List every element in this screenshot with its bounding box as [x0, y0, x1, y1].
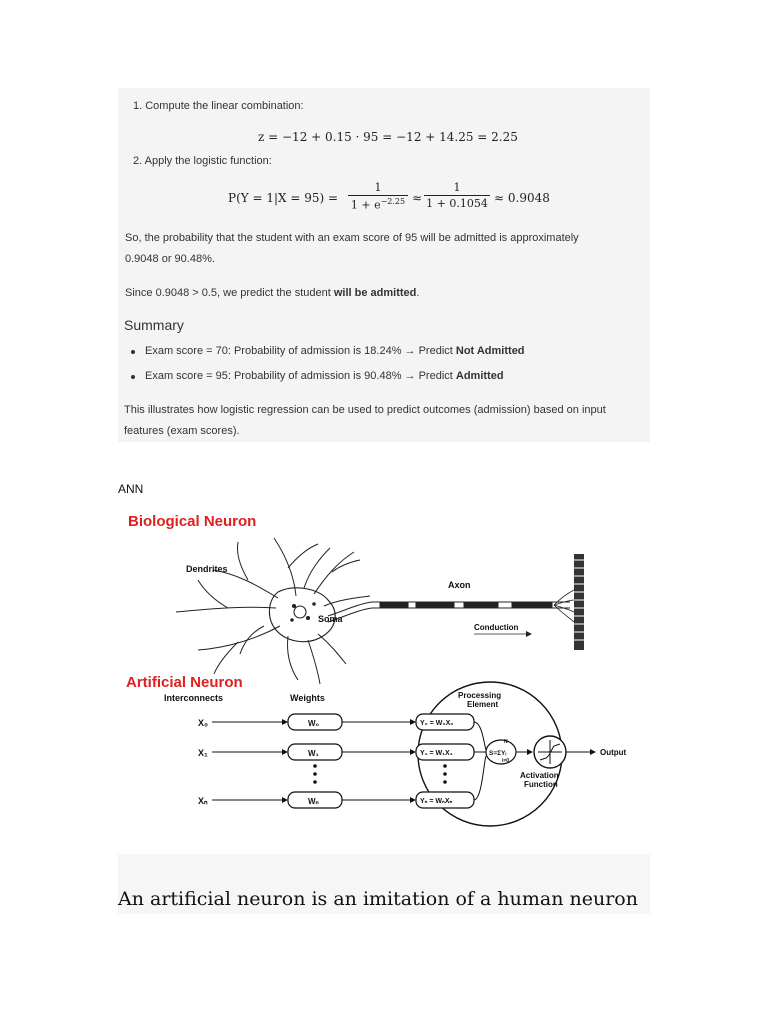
figure-caption: An artificial neuron is an imitation of a human neuron	[118, 888, 638, 910]
approx-sign: ≈	[412, 191, 423, 205]
fraction-1-num: 1	[348, 181, 408, 196]
soma-label: Soma	[318, 614, 343, 624]
equation-lhs: P(Y = 1|X = 95) =	[228, 191, 339, 205]
neuron-figure	[118, 508, 650, 914]
summary-item-95-bold: Admitted	[455, 370, 504, 382]
bullet-dot	[131, 350, 135, 354]
weight-wn-label: Wₙ	[308, 797, 319, 806]
input-x0-label: X₀	[198, 718, 209, 728]
conduction-label: Conduction	[474, 623, 519, 632]
prediction-post: .	[416, 287, 420, 299]
prediction-pre: Since 0.9048 > 0.5, we predict the student	[125, 287, 334, 299]
summary-item-95	[145, 370, 504, 382]
summary-item-70-bold: Not Admitted	[455, 345, 525, 357]
conclusion-line-1: So, the probability that the student with an exam score of 95 will be admitted is approximately	[125, 232, 579, 244]
ann-label: ANN	[118, 482, 144, 496]
weight-w0-label: W₀	[308, 719, 320, 728]
fraction-2	[424, 181, 490, 210]
fraction-1-den	[348, 196, 408, 212]
product-yn-label: Yₙ = WₙXₙ	[420, 798, 453, 805]
products-ellipsis	[443, 764, 447, 784]
prediction-bold: will be admitted	[333, 287, 417, 299]
sum-lower-limit: i=0	[502, 758, 510, 764]
equation-linear: z = −12 + 0.15 · 95 = −12 + 14.25 = 2.25	[258, 130, 518, 144]
weight-w1-label: W₁	[308, 749, 319, 758]
equation-result: ≈ 0.9048	[494, 191, 550, 205]
fraction-2-num: 1	[424, 181, 490, 196]
summary-item-70-mid: : Probability of admission is 18.24% → Predict	[227, 345, 456, 357]
input-arrowheads	[282, 719, 416, 803]
fraction-1-den-base: 1 + e	[350, 198, 381, 212]
fraction-1	[348, 181, 408, 212]
bio-title: Biological Neuron	[128, 513, 257, 530]
element-label: Element	[467, 700, 499, 709]
weights-label: Weights	[290, 693, 325, 703]
summary-heading: Summary	[124, 317, 184, 333]
function-label: Function	[524, 780, 558, 789]
summary-item-95-pre: Exam score = 95	[145, 370, 228, 382]
conduction-arrowhead	[526, 631, 532, 637]
art-title: Artificial Neuron	[126, 674, 243, 691]
interconnects-label: Interconnects	[164, 693, 224, 703]
summary-item-70-pre: Exam score = 70	[145, 345, 228, 357]
sum-connectors	[474, 722, 486, 800]
output-arrow	[590, 749, 596, 755]
product-y1-label: Y₁ = W₁X₁	[420, 750, 453, 757]
fraction-2-den: 1 + 0.1054	[426, 197, 488, 210]
fraction-1-exp: −2.25	[380, 197, 406, 206]
step-1-text: 1. Compute the linear combination:	[133, 100, 304, 112]
step-2-text: 2. Apply the logistic function:	[133, 155, 272, 167]
product-y0-label: Y₀ = W₀X₀	[420, 720, 454, 727]
summary-item-95-mid: : Probability of admission is 90.48% → Predict	[227, 370, 456, 382]
weights-ellipsis	[313, 764, 317, 784]
closing-line-1: This illustrates how logistic regression can be used to predict outcomes (admission) based on input	[124, 404, 606, 416]
prediction-line	[125, 287, 419, 299]
input-x1-label: X₁	[198, 748, 208, 758]
dendrites-label: Dendrites	[186, 564, 228, 574]
sum-upper-limit: N	[504, 739, 508, 745]
sum-label: S=ΣYᵢ	[489, 750, 507, 757]
processing-label: Processing	[458, 691, 502, 700]
closing-line-2: features (exam scores).	[124, 425, 240, 437]
output-label: Output	[600, 748, 627, 757]
axon-label: Axon	[448, 580, 471, 590]
input-lines	[212, 722, 414, 800]
conclusion-line-2: 0.9048 or 90.48%.	[125, 253, 215, 265]
activation-label: Activation	[520, 771, 559, 780]
summary-item-70	[145, 345, 525, 357]
sum-to-activation-arrow	[527, 749, 533, 755]
axon	[328, 590, 574, 622]
bullet-dot	[131, 375, 135, 379]
input-xn-label: Xₙ	[198, 796, 208, 806]
